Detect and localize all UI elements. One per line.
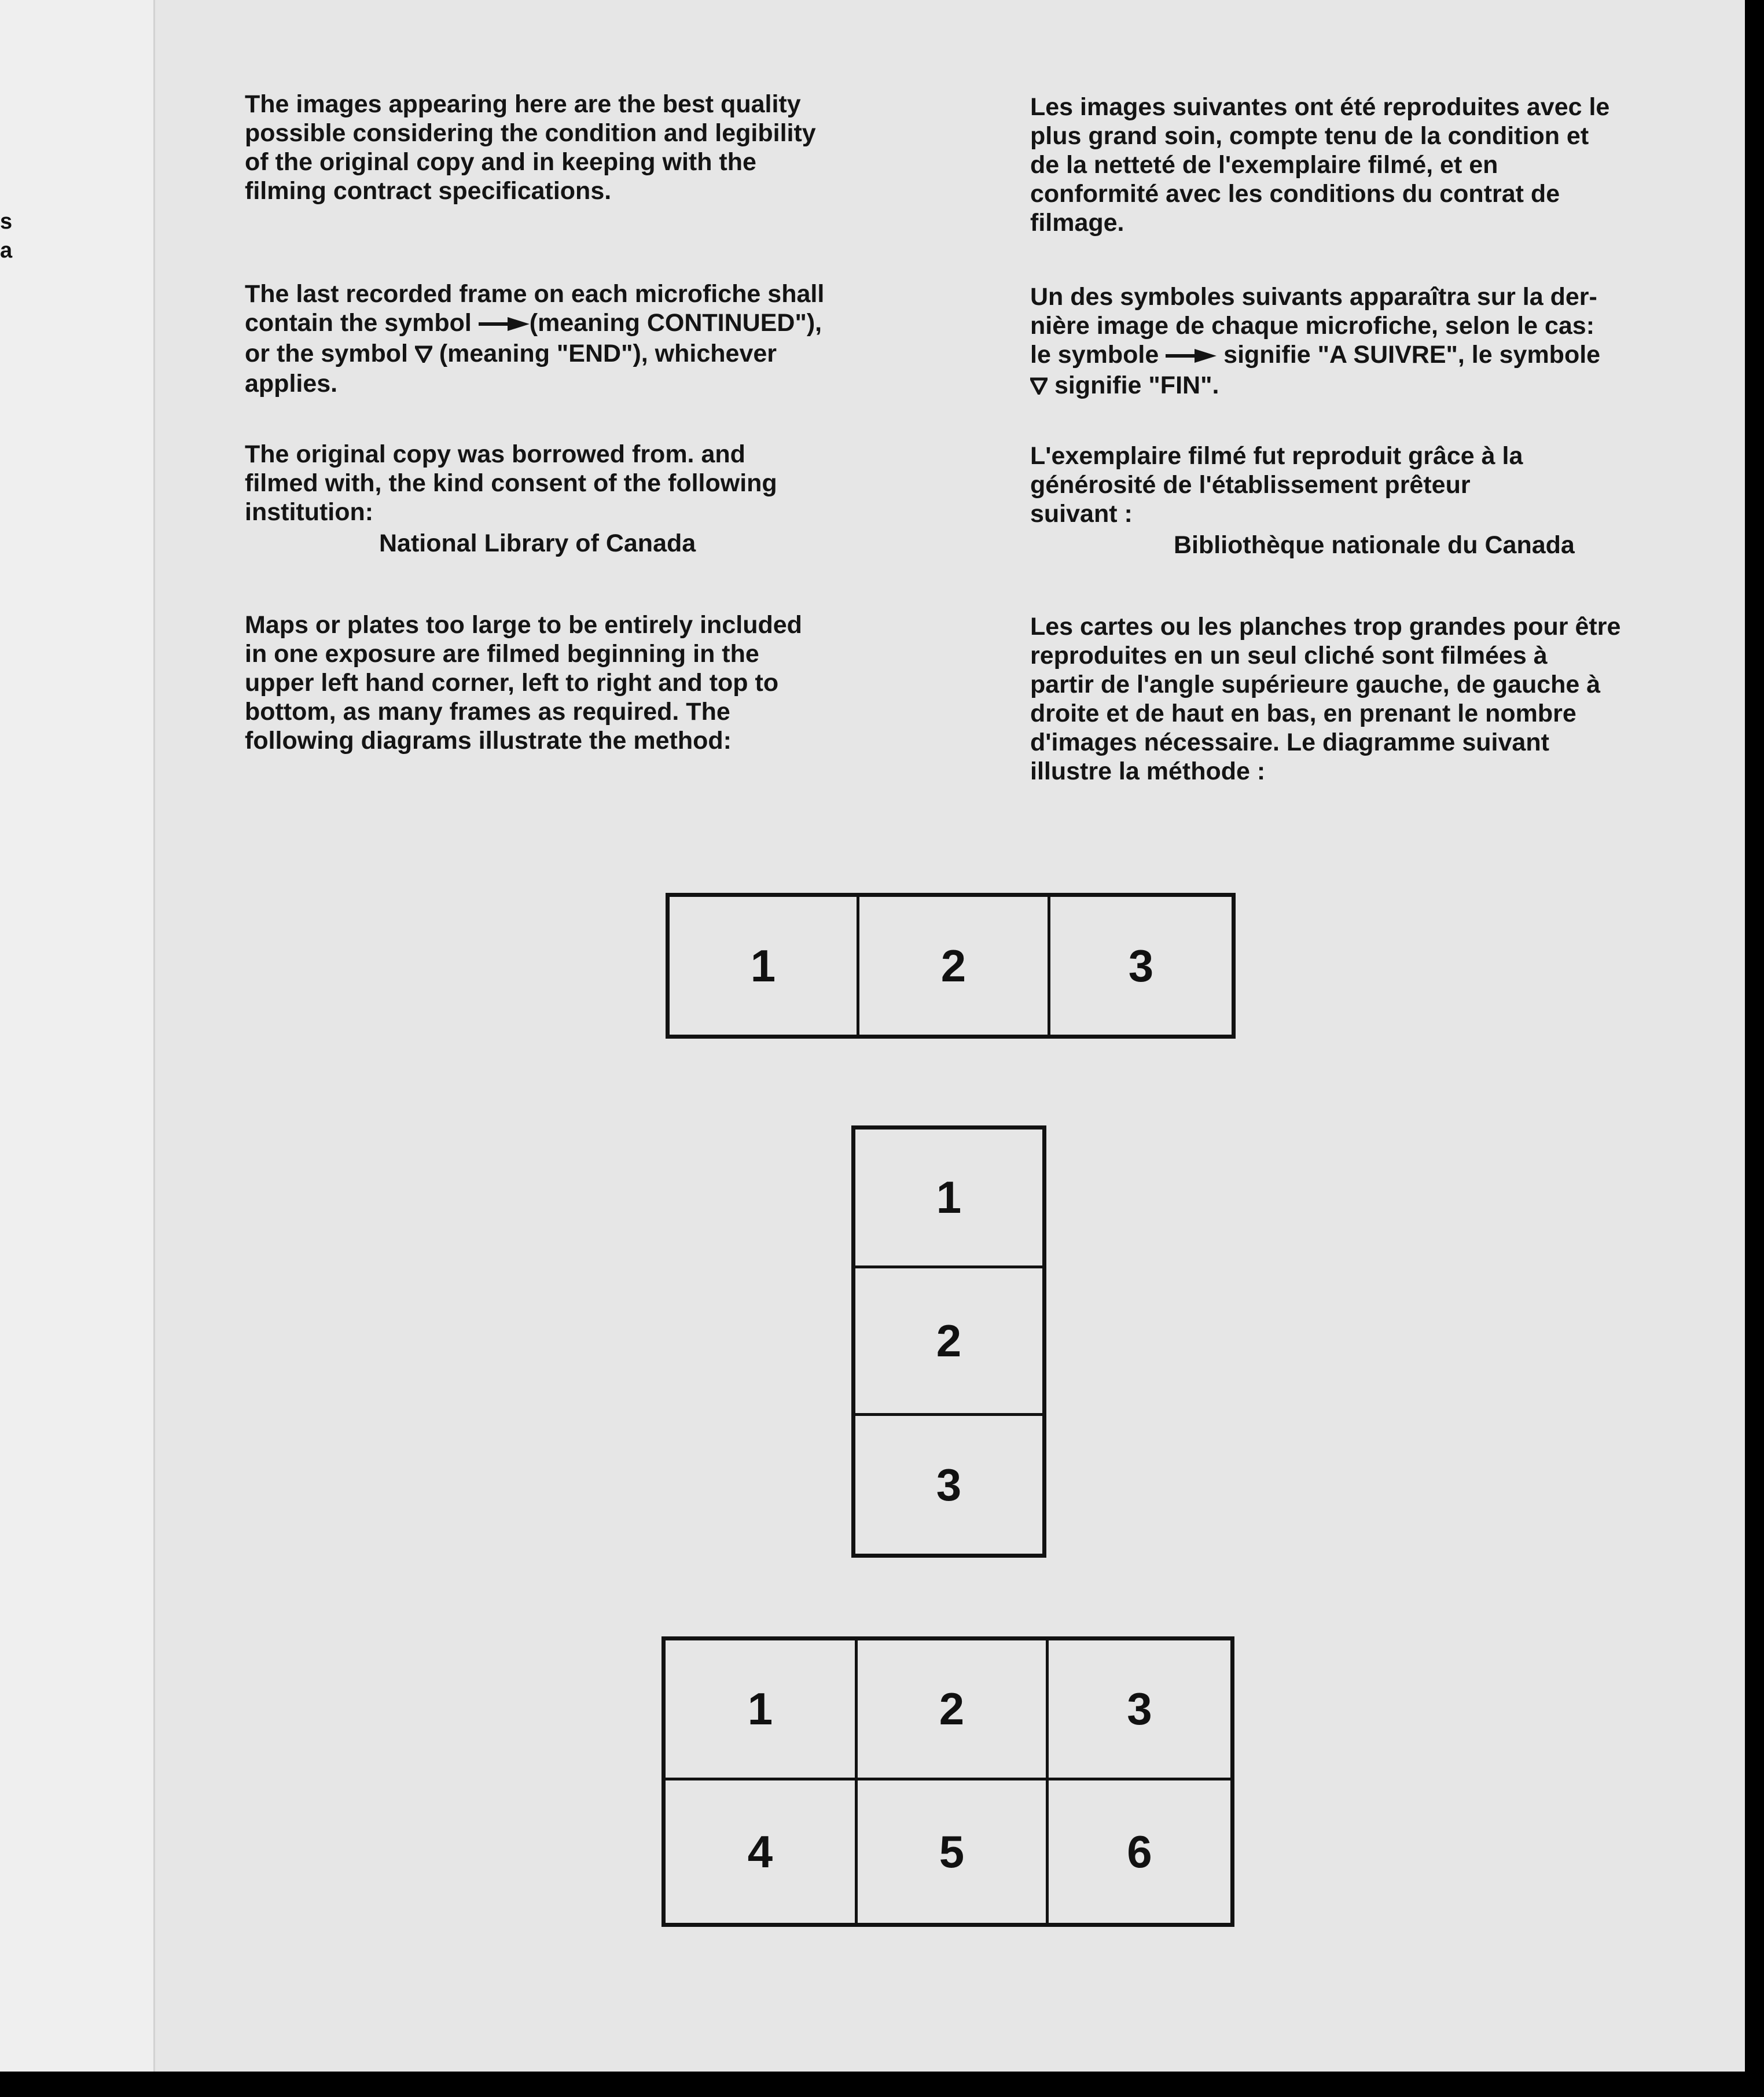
frame-cell: 2 — [855, 1265, 1042, 1413]
text-line: Les cartes ou les planches trop grandes pour être — [1030, 613, 1621, 641]
frame-cell: 3 — [1046, 1640, 1230, 1778]
text-line: droite et de haut en bas, en prenant le nombre — [1030, 700, 1576, 727]
english-quality-paragraph — [245, 90, 816, 205]
text-line: conformité avec les conditions du contrat de — [1030, 180, 1560, 208]
matrix-frame-diagram — [662, 1636, 1234, 1927]
text-segment: signifie "A SUIVRE", le symbole — [1217, 341, 1601, 369]
text-line: suivant : — [1030, 500, 1133, 528]
arrow-right-icon — [1166, 342, 1217, 371]
french-lender-paragraph — [1030, 442, 1523, 528]
frame-cell: 2 — [857, 897, 1048, 1035]
text-line: illustre la méthode : — [1030, 757, 1266, 785]
text-line: Maps or plates too large to be entirely included — [245, 611, 802, 639]
arrow-right-icon — [479, 310, 530, 339]
text-line: partir de l'angle supérieure gauche, de gauche à — [1030, 671, 1601, 698]
frame-cell: 5 — [855, 1778, 1046, 1923]
text-line: Un des symboles suivants apparaîtra sur la der- — [1030, 283, 1597, 311]
french-quality-paragraph — [1030, 93, 1609, 237]
vertical-frame-diagram — [851, 1125, 1046, 1558]
text-line: plus grand soin, compte tenu de la condition et — [1030, 122, 1589, 150]
text-line: filmage. — [1030, 209, 1124, 237]
text-line: The images appearing here are the best quality — [245, 90, 801, 118]
french-institution-name: Bibliothèque nationale du Canada — [1174, 531, 1575, 559]
text-segment: signifie "FIN". — [1048, 371, 1219, 399]
text-line: institution: — [245, 498, 374, 526]
horizontal-frame-diagram — [666, 893, 1236, 1039]
bottom-film-border — [0, 2072, 1764, 2097]
english-institution-name: National Library of Canada — [379, 529, 696, 557]
text-line: de la netteté de l'exemplaire filmé, et en — [1030, 151, 1498, 179]
frame-cell: 6 — [1046, 1778, 1230, 1923]
french-symbol-paragraph — [1030, 282, 1600, 401]
edge-fragment: s — [0, 209, 13, 234]
text-line: The last recorded frame on each microfiche shall — [245, 280, 825, 308]
text-segment: (meaning "END"), whichever — [432, 339, 777, 367]
text-line: following diagrams illustrate the method: — [245, 727, 732, 755]
text-line — [1030, 340, 1600, 371]
text-line: reproduites en un seul cliché sont filmées à — [1030, 642, 1548, 669]
text-line: The original copy was borrowed from. and — [245, 440, 745, 468]
french-maps-paragraph — [1030, 612, 1620, 786]
frame-cell: 1 — [750, 940, 776, 991]
text-segment: or the symbol — [245, 339, 415, 367]
text-segment: le symbole — [1030, 341, 1166, 369]
triangle-down-icon — [415, 340, 432, 369]
triangle-down-icon — [1030, 372, 1048, 401]
text-line: upper left hand corner, left to right and top to — [245, 669, 779, 697]
text-line: générosité de l'établissement prêteur — [1030, 471, 1471, 499]
text-line: L'exemplaire filmé fut reproduit grâce à la — [1030, 442, 1523, 470]
text-line: bottom, as many frames as required. The — [245, 698, 730, 726]
text-line: filmed with, the kind consent of the following — [245, 469, 777, 497]
left-margin-strip — [0, 0, 155, 2072]
text-line — [1030, 371, 1600, 402]
text-segment: (meaning CONTINUED"), — [529, 309, 822, 337]
text-line — [245, 339, 824, 370]
frame-cell: 2 — [855, 1640, 1046, 1778]
edge-fragment: a — [0, 238, 13, 263]
right-film-border — [1745, 0, 1764, 2097]
text-line — [245, 308, 824, 339]
text-segment: contain the symbol — [245, 309, 479, 337]
frame-cell: 4 — [666, 1778, 855, 1923]
english-symbol-paragraph — [245, 279, 824, 398]
english-maps-paragraph — [245, 610, 802, 755]
text-line: possible considering the condition and legibility — [245, 119, 816, 147]
frame-cell: 3 — [1048, 897, 1232, 1035]
text-line: of the original copy and in keeping with the — [245, 148, 756, 176]
text-line: d'images nécessaire. Le diagramme suivant — [1030, 729, 1549, 756]
text-line: filming contract specifications. — [245, 177, 612, 205]
text-line: Les images suivantes ont été reproduites avec le — [1030, 93, 1610, 121]
english-lender-paragraph — [245, 440, 777, 527]
frame-cell: 3 — [855, 1413, 1042, 1554]
frame-cell: 1 — [936, 1172, 962, 1223]
text-line: applies. — [245, 370, 338, 398]
text-line: in one exposure are filmed beginning in the — [245, 640, 759, 668]
frame-cell: 1 — [747, 1683, 773, 1734]
text-line: nière image de chaque microfiche, selon le cas: — [1030, 312, 1595, 340]
